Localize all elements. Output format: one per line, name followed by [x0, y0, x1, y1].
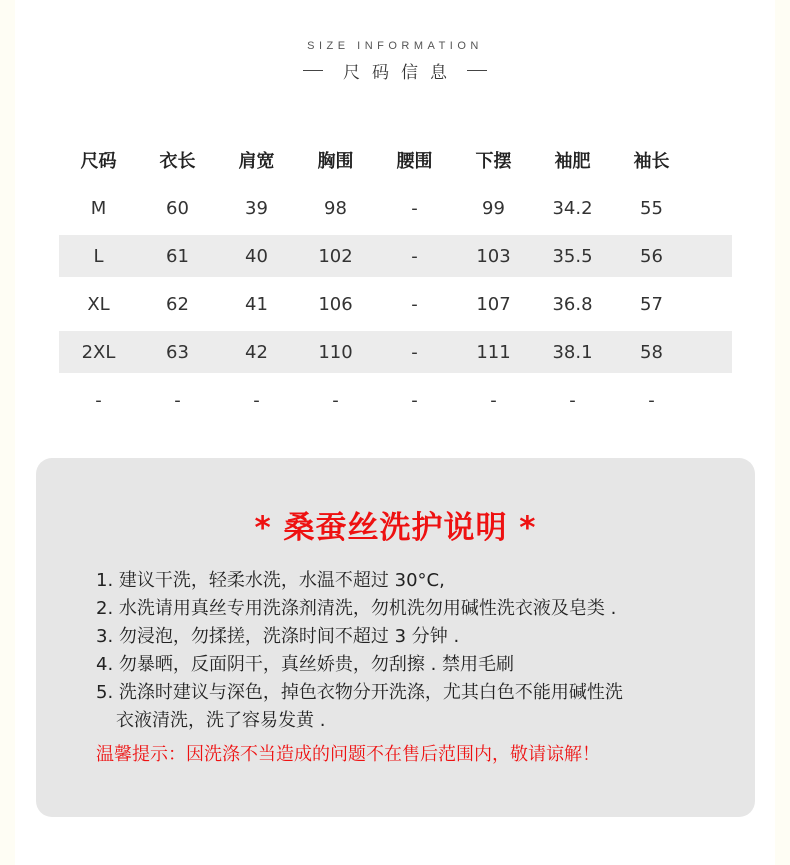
table-row: [59, 184, 732, 232]
table-cell: 35.5: [552, 245, 593, 267]
table-cell: 34.2: [552, 197, 593, 219]
header-cell: 下摆: [475, 151, 512, 172]
table-row: [59, 280, 732, 328]
table-cell: 61: [166, 245, 189, 267]
care-title: * 桑蚕丝洗护说明 *: [254, 510, 537, 546]
table-cell: 38.1: [552, 341, 593, 363]
table-cell: L: [93, 245, 104, 267]
table-cell: -: [411, 341, 418, 363]
table-cell: 55: [640, 197, 663, 219]
size-information-header: [0, 40, 790, 83]
care-item-5-continuation: 衣液清洗，洗了容易发黄 .: [116, 710, 326, 731]
header-dash-left: [303, 70, 323, 71]
size-table: [59, 136, 732, 424]
header-dash-right: [467, 70, 487, 71]
care-instructions-card: [36, 458, 755, 817]
care-list: [96, 567, 736, 735]
table-cell: 62: [166, 293, 189, 315]
table-cell: M: [90, 197, 107, 219]
table-cell: 39: [245, 197, 268, 219]
table-cell: 60: [166, 197, 189, 219]
header-chinese-title: 尺码信息: [343, 63, 459, 83]
table-cell: XL: [87, 293, 110, 315]
table-cell: -: [411, 197, 418, 219]
table-cell: -: [95, 389, 102, 411]
table-cell: 2XL: [81, 341, 116, 363]
header-cell: 衣长: [159, 151, 196, 172]
table-row: [59, 331, 732, 373]
header-cell: 肩宽: [238, 151, 275, 172]
table-cell: -: [411, 389, 418, 411]
table-row: [59, 235, 732, 277]
header-cell: 胸围: [317, 151, 354, 172]
table-cell: 106: [318, 293, 353, 315]
table-cell: -: [411, 245, 418, 267]
table-cell: 58: [640, 341, 663, 363]
table-cell: 111: [476, 341, 511, 363]
table-cell: -: [253, 389, 260, 411]
table-cell: 56: [640, 245, 663, 267]
table-cell: 103: [476, 245, 511, 267]
table-cell: -: [569, 389, 576, 411]
header-cell: 尺码: [80, 151, 117, 172]
header-chinese-row: [0, 58, 790, 83]
table-cell: 63: [166, 341, 189, 363]
header-cell: 腰围: [396, 151, 433, 172]
care-item: 2. 水洗请用真丝专用洗涤剂清洗，勿机洗勿用碱性洗衣液及皂类 .: [96, 598, 617, 619]
table-cell: 102: [318, 245, 353, 267]
care-item-continuation: [96, 707, 736, 735]
table-cell: 42: [245, 341, 268, 363]
table-cell: 107: [476, 293, 511, 315]
table-cell: 110: [318, 341, 353, 363]
table-cell: -: [411, 293, 418, 315]
table-cell: 40: [245, 245, 268, 267]
header-cell: 袖长: [633, 151, 670, 172]
table-cell: 41: [245, 293, 268, 315]
care-item: 3. 勿浸泡，勿揉搓，洗涤时间不超过 3 分钟 .: [96, 626, 460, 647]
table-cell: -: [490, 389, 497, 411]
table-cell: 57: [640, 293, 663, 315]
table-header-row: [59, 136, 732, 184]
table-cell: -: [648, 389, 655, 411]
care-item: 4. 勿暴晒，反面阴干，真丝娇贵，勿刮擦 . 禁用毛刷: [96, 654, 515, 675]
table-cell: -: [332, 389, 339, 411]
header-english-title: SIZE INFORMATION: [307, 40, 483, 52]
care-tip: 温馨提示：因洗涤不当造成的问题不在售后范围内，敬请谅解！: [96, 744, 600, 765]
table-cell: -: [174, 389, 181, 411]
table-row: [59, 376, 732, 424]
care-item: 5. 洗涤时建议与深色，掉色衣物分开洗涤，尤其白色不能用碱性洗: [96, 682, 623, 703]
care-item: 1. 建议干洗，轻柔水洗，水温不超过 30°C,: [96, 570, 445, 591]
table-cell: 36.8: [552, 293, 593, 315]
header-cell: 袖肥: [554, 151, 591, 172]
table-cell: 98: [324, 197, 347, 219]
table-cell: 99: [482, 197, 505, 219]
